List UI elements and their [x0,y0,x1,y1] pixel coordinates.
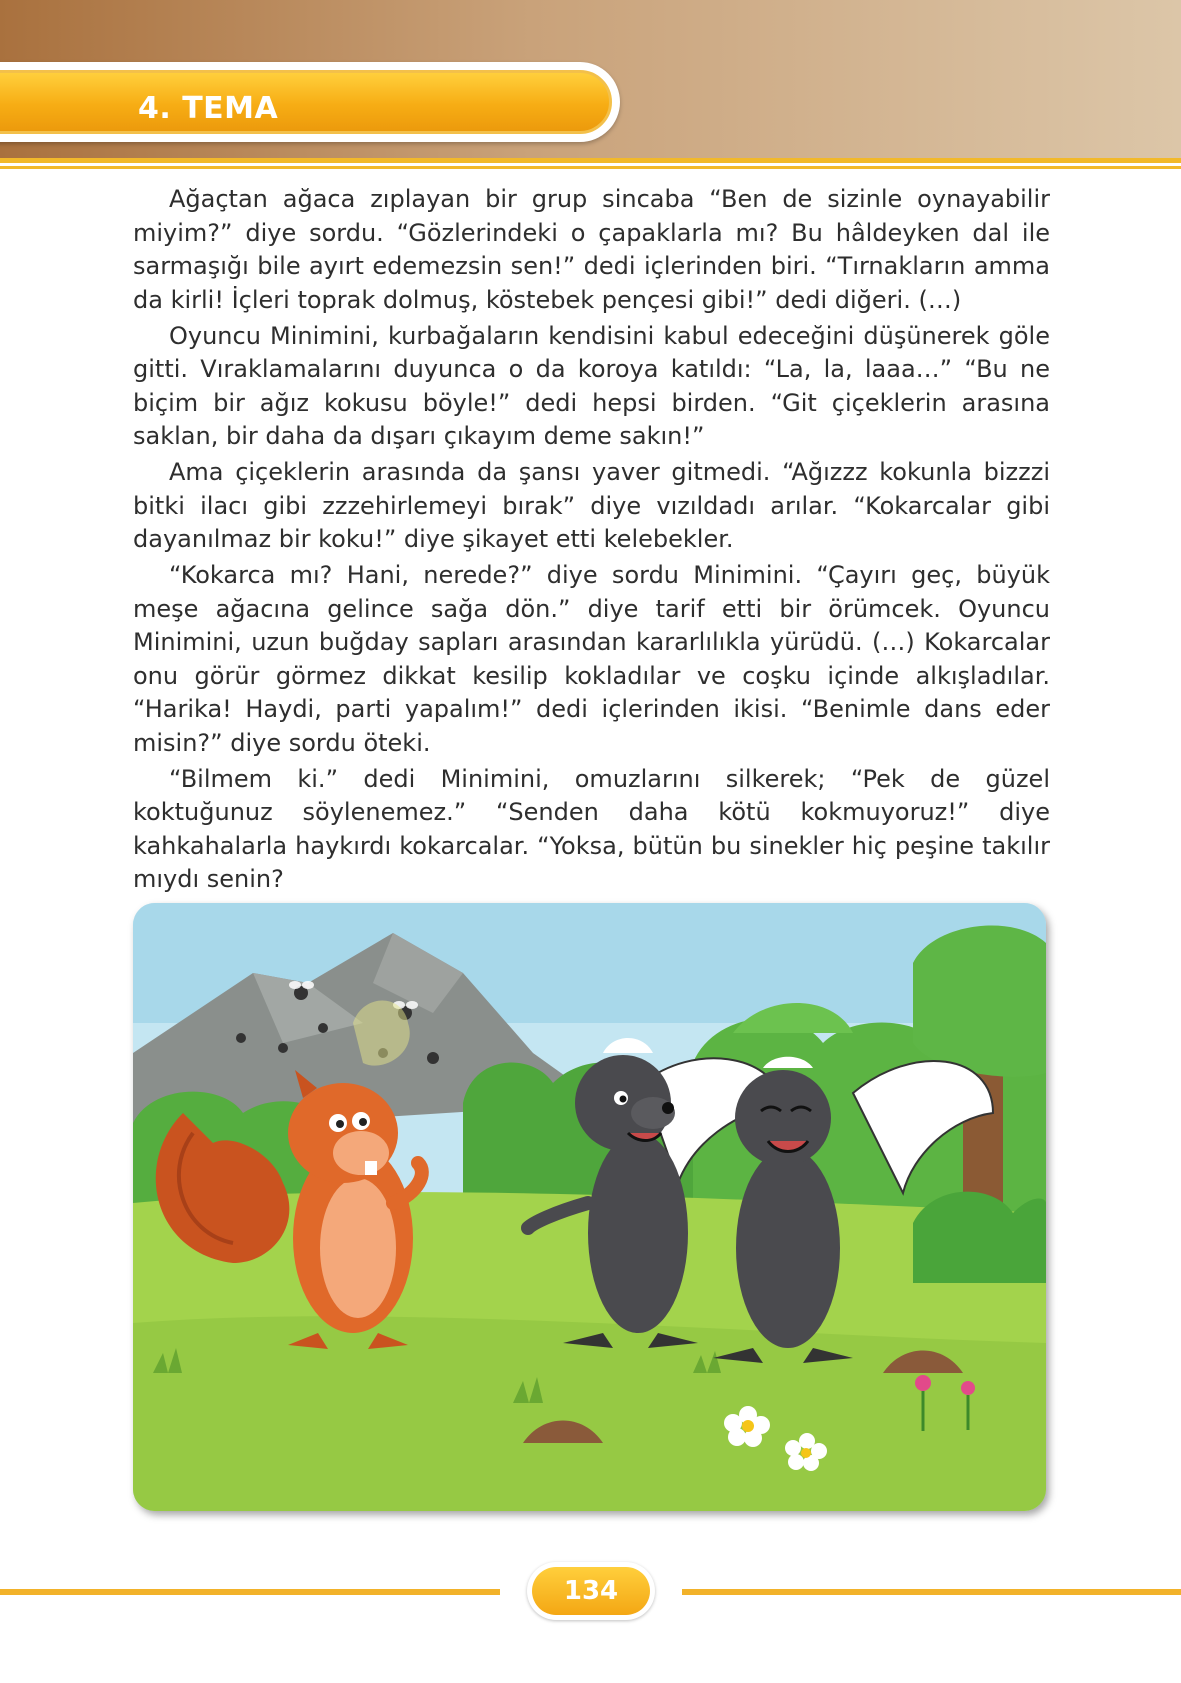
theme-tab-fill [0,70,612,134]
theme-tab [0,62,620,142]
header-stripe-thin [0,166,1181,169]
footer-line-right [682,1589,1181,1595]
story-paragraph: Oyuncu Minimini, kurbağaların kendisini kabul edeceğini düşünerek göle gitti. Vıraklamalarını duyunca o da koroya katıldı: “La, la, laaa…” “Bu ne biçim bir ağız kokusu böyle!” dedi hepsi birden. “Git çiçeklerin arasına saklan, bir daha da dışarı çıkayım deme sakın!” [133,321,1050,451]
header-stripe [0,158,1181,163]
illustration-scene [133,903,1046,1511]
story-paragraph: “Kokarca mı? Hani, nerede?” diye sordu Minimini. “Çayırı geç, büyük meşe ağacına gelince sağa dön.” diye tarif etti bir örümcek. Oyuncu Minimini, uzun buğday sapları arasından kararlılıkla yürüdü. (…) Kokarcalar onu görür görmez dikkat kesilip kokladılar ve coşku içinde alkışladılar. “Harika! Haydi, parti yapalım!” dedi içlerinden ikisi. “Benimle dans eder misin?” diye sordu öteki. [133,561,1050,757]
theme-title: 4. TEMA [138,91,279,126]
story-paragraph: “Bilmem ki.” dedi Minimini, omuzlarını silkerek; “Pek de güzel koktuğunuz söylenemez.” “Senden daha kötü kokmuyoruz!” diye kahkahalarla haykırdı kokarcalar. “Yoksa, bütün bu sinekler hiç peşine takılır mıydı senin? [133,764,1050,894]
footer-line-left [0,1589,500,1595]
story-paragraph: Ama çiçeklerin arasında da şansı yaver gitmedi. “Ağızzz kokunla bizzzi bitki ilacı gibi zzzehirlemeyi bırak” diye vızıldadı arılar. “Kokarcalar gibi dayanılmaz bir koku!” diye şikayet etti kelebekler. [133,458,1050,554]
story-illustration [133,903,1046,1511]
story-paragraph: Ağaçtan ağaca zıplayan bir grup sincaba “Ben de sizinle oynayabilir miyim?” diye sordu. “Gözlerindeki o çapaklarla mı? Bu hâldeyken dal ile sarmaşığı bile ayırt edemezsin sen!” dedi içlerinden biri. “Tırnakların amma da kirli! İçleri toprak dolmuş, köstebek pençesi gibi!” dedi diğeri. (…) [133,185,1050,314]
page-number-badge [527,1562,655,1620]
page-number: 134 [532,1567,650,1615]
story-text [133,183,1050,899]
